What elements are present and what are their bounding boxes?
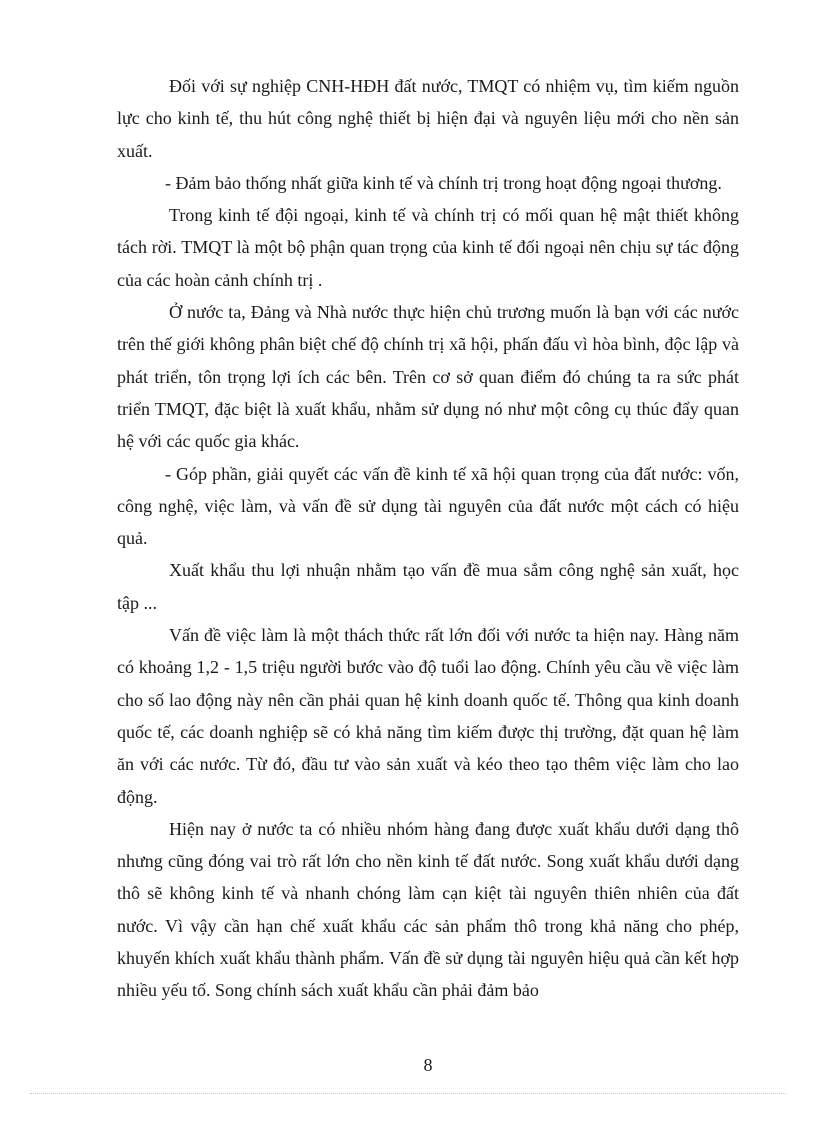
paragraph-foreign-economy: Trong kinh tế đội ngoại, kinh tế và chính trị có mối quan hệ mật thiết không tách rời. TMQT là một bộ phận quan trọng của kinh tế đối ngoại nên chịu sự tác động của các hoàn cảnh chính trị .: [117, 205, 739, 290]
paragraph-export-profit: Xuất khẩu thu lợi nhuận nhằm tạo vấn đề mua sắm công nghệ sản xuất, học tập ...: [117, 560, 739, 613]
paragraph-cnh-hdh: Đối với sự nghiệp CNH-HĐH đất nước, TMQT có nhiệm vụ, tìm kiếm nguồn lực cho kinh tế, thu hút công nghệ thiết bị hiện đại và nguyên liệu mới cho nền sản xuất.: [117, 76, 739, 161]
page-number: 8: [423, 1055, 433, 1075]
paragraph-raw-exports: Hiện nay ở nước ta có nhiều nhóm hàng đang được xuất khẩu dưới dạng thô nhưng cũng đóng vai trò rất lớn cho nền kinh tế đất nước. Song xuất khẩu dưới dạng thô sẽ không kinh tế và nhanh chóng làm cạn kiệt tài nguyên thiên nhiên của đất nước. Vì vậy cần hạn chế xuất khẩu các sản phẩm thô trong khả năng cho phép, khuyến khích xuất khẩu thành phẩm. Vấn đề sử dụng tài nguyên hiệu quả cần kết hợp nhiều yếu tố. Song chính sách xuất khẩu cần phải đảm bảo: [117, 818, 739, 1001]
paragraph-party-policy: Ở nước ta, Đảng và Nhà nước thực hiện chủ trương muốn là bạn với các nước trên thế giới không phân biệt chế độ chính trị xã hội, phấn đấu vì hòa bình, độc lập và phát triển, tôn trọng lợi ích các bên. Trên cơ sở quan điểm đó chúng ta ra sức phát triển TMQT, đặc biệt là xuất khẩu, nhằm sử dụng nó như một công cụ thúc đẩy quan hệ với các quốc gia khác.: [117, 302, 739, 452]
paragraph-bullet-social-issues: - Góp phần, giải quyết các vấn đề kinh tế xã hội quan trọng của đất nước: vốn, công nghệ, việc làm, và vấn đề sử dụng tài nguyên của đất nước một cách có hiệu quả.: [117, 463, 739, 549]
paragraph-bullet-politics: - Đảm bảo thống nhất giữa kinh tế và chính trị trong hoạt động ngoại thương.: [165, 172, 722, 193]
footer-divider: [30, 1093, 786, 1094]
paragraph-employment: Vấn đề việc làm là một thách thức rất lớn đối với nước ta hiện nay. Hàng năm có khoảng 1,2 - 1,5 triệu người bước vào độ tuổi lao động. Chính yêu cầu về việc làm cho số lao động này nên cần phải quan hệ kinh doanh quốc tế. Thông qua kinh doanh quốc tế, các doanh nghiệp sẽ có khả năng tìm kiếm được thị trường, đặt quan hệ làm ăn với các nước. Từ đó, đầu tư vào sản xuất và kéo theo tạo thêm việc làm cho lao động.: [117, 625, 739, 807]
document-body: [117, 70, 739, 1007]
